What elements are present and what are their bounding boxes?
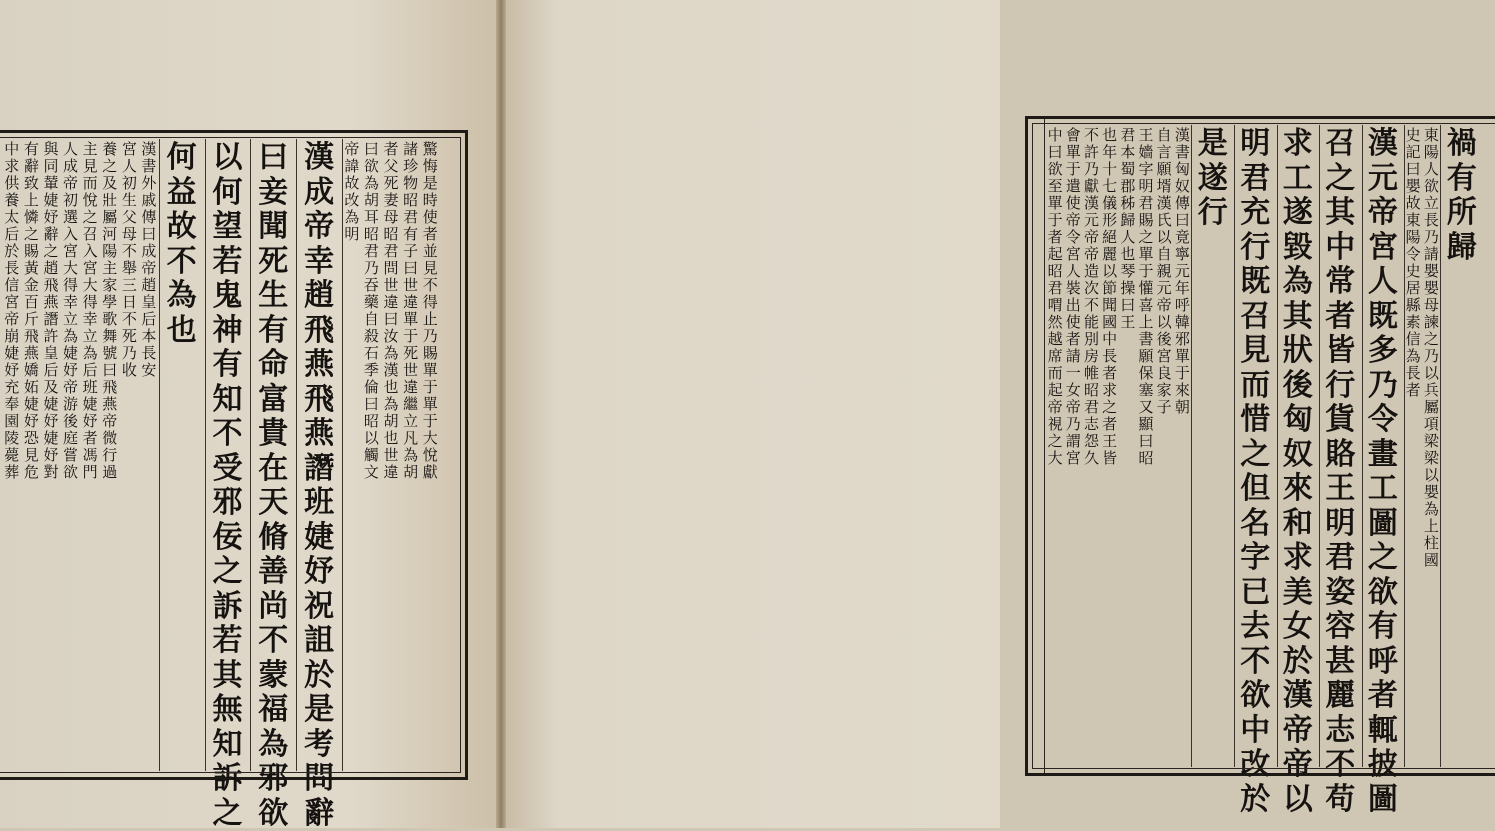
column-rule xyxy=(159,139,160,771)
text-column-12: 養 之 及 壯 屬 河 陽 主 家 學 歌 舞 號 曰 飛 燕 帝 微 行 過 xyxy=(102,140,118,481)
text-column-11: 宮 人 初 生 父 母 不 舉 三 日 不 死 乃 收 xyxy=(121,140,137,379)
text-column-8: 以 何 望 若 鬼 神 有 知 不 受 邪 佞 之 訴 若 其 無 知 訴 之 xyxy=(212,140,243,831)
text-column-14: 人 成 帝 初 選 入 宮 大 得 幸 立 為 婕 妤 帝 游 後 庭 嘗 欲 xyxy=(63,140,79,481)
text-column-3: 史 記 曰 嬰 故 東 陽 令 史 居 縣 素 信 為 長 者 xyxy=(1405,126,1421,399)
text-column-15: 與 同 輦 婕 妤 辭 之 趙 飛 燕 譖 許 皇 后 及 婕 妤 婕 妤 對 xyxy=(43,140,59,481)
column-rule xyxy=(1234,125,1235,767)
text-column-12: 君 本 蜀 郡 秭 歸 人 也 琴 操 曰 王 xyxy=(1120,126,1136,331)
text-column-16: 中 曰 欲 至 單 于 者 起 昭 君 喟 然 越 席 而 起 帝 視 之 大 xyxy=(1047,126,1063,467)
text-column-5: 召 之 其 中 常 者 皆 行 貨 賂 王 明 君 姿 容 甚 麗 志 不 苟 xyxy=(1325,126,1356,817)
text-column-11: 王 嬙 字 明 君 賜 之 單 于 懽 喜 上 書 願 保 塞 又 顯 曰 昭 xyxy=(1138,126,1154,467)
column-rule xyxy=(1362,125,1363,767)
text-column-9: 何 益 故 不 為 也 xyxy=(166,140,197,348)
column-rule xyxy=(1404,125,1405,767)
column-rule xyxy=(1277,125,1278,767)
text-column-7: 曰 妾 聞 死 生 有 命 富 貴 在 天 脩 善 尚 不 蒙 福 為 邪 欲 xyxy=(258,140,289,831)
text-column-4: 漢 元 帝 宮 人 既 多 乃 令 畫 工 圖 之 欲 有 呼 者 輒 披 圖 xyxy=(1367,126,1398,817)
text-column-10: 自 言 願 壻 漢 氏 以 自 親 元 帝 以 後 宮 良 家 子 xyxy=(1156,126,1172,416)
text-column-1: 禍 有 所 歸 xyxy=(1446,126,1477,265)
text-column-6: 求 工 遂 毀 為 其 狀 後 匈 奴 來 和 求 美 女 於 漢 帝 帝 以 xyxy=(1282,126,1313,817)
text-column-9: 漢 書 匈 奴 傳 曰 竟 寧 元 年 呼 韓 邪 單 于 來 朝 xyxy=(1174,126,1190,416)
column-rule xyxy=(1440,125,1441,767)
text-column-17: 中 求 供 養 太 后 於 長 信 宮 帝 崩 婕 妤 充 奉 園 陵 薨 葬 xyxy=(4,140,20,481)
text-column-5: 帝 諱 故 改 為 明 xyxy=(344,140,360,243)
text-column-3: 者 父 死 妻 母 昭 君 問 世 違 曰 汝 為 漢 也 為 胡 也 世 違 xyxy=(383,140,399,481)
text-column-7: 明 君 充 行 既 召 見 而 惜 之 但 名 字 已 去 不 欲 中 改 於 xyxy=(1240,126,1271,817)
column-rule xyxy=(342,139,343,771)
column-rule xyxy=(296,139,297,771)
text-column-1: 驚 悔 是 時 使 者 並 見 不 得 止 乃 賜 單 于 單 于 大 悅 獻 xyxy=(422,140,438,481)
text-column-4: 曰 欲 為 胡 耳 昭 君 乃 吞 藥 自 殺 石 季 倫 曰 昭 以 觸 文 xyxy=(363,140,379,481)
text-column-13: 也 年 十 七 儀 形 絕 麗 以 節 聞 國 中 長 者 求 之 者 王 皆 xyxy=(1102,126,1118,467)
text-column-2: 諸 珍 物 昭 君 有 子 曰 世 違 單 于 死 世 違 繼 立 凡 為 胡 xyxy=(403,140,419,481)
text-column-15: 會 單 于 遣 使 帝 令 宮 人 裝 出 使 者 請 一 女 帝 乃 謂 宮 xyxy=(1065,126,1081,467)
right-page xyxy=(500,0,1477,828)
text-column-13: 主 見 而 悅 之 召 入 宮 大 得 幸 立 為 后 班 婕 妤 者 馮 門 xyxy=(82,140,98,481)
text-column-8: 是 遂 行 xyxy=(1197,126,1228,230)
text-column-6: 漢 成 帝 幸 趙 飛 燕 飛 燕 譖 班 婕 妤 祝 詛 於 是 考 問 辭 xyxy=(304,140,335,831)
column-rule xyxy=(250,139,251,771)
book-gutter xyxy=(496,0,506,828)
left-page xyxy=(0,0,500,831)
column-rule xyxy=(1191,125,1192,767)
fold-margin-strip xyxy=(1028,119,1045,773)
column-rule xyxy=(205,139,206,771)
text-column-14: 不 許 乃 獻 漢 元 帝 帝 造 次 不 能 別 房 帷 昭 君 志 怨 久 xyxy=(1083,126,1099,467)
column-rule xyxy=(1319,125,1320,767)
right-text-frame xyxy=(1025,116,1495,817)
text-column-16: 有 辭 致 上 憐 之 賜 黃 金 百 斤 飛 燕 嬌 妬 婕 妤 恐 見 危 xyxy=(23,140,39,481)
text-column-10: 漢 書 外 戚 傳 曰 成 帝 趙 皇 后 本 長 安 xyxy=(141,140,157,379)
text-column-2: 東 陽 人 欲 立 長 乃 請 嬰 嬰 母 諫 之 乃 以 兵 屬 項 梁 梁 以 嬰 為 上 柱 國 xyxy=(1423,126,1439,569)
left-text-frame xyxy=(0,130,468,831)
